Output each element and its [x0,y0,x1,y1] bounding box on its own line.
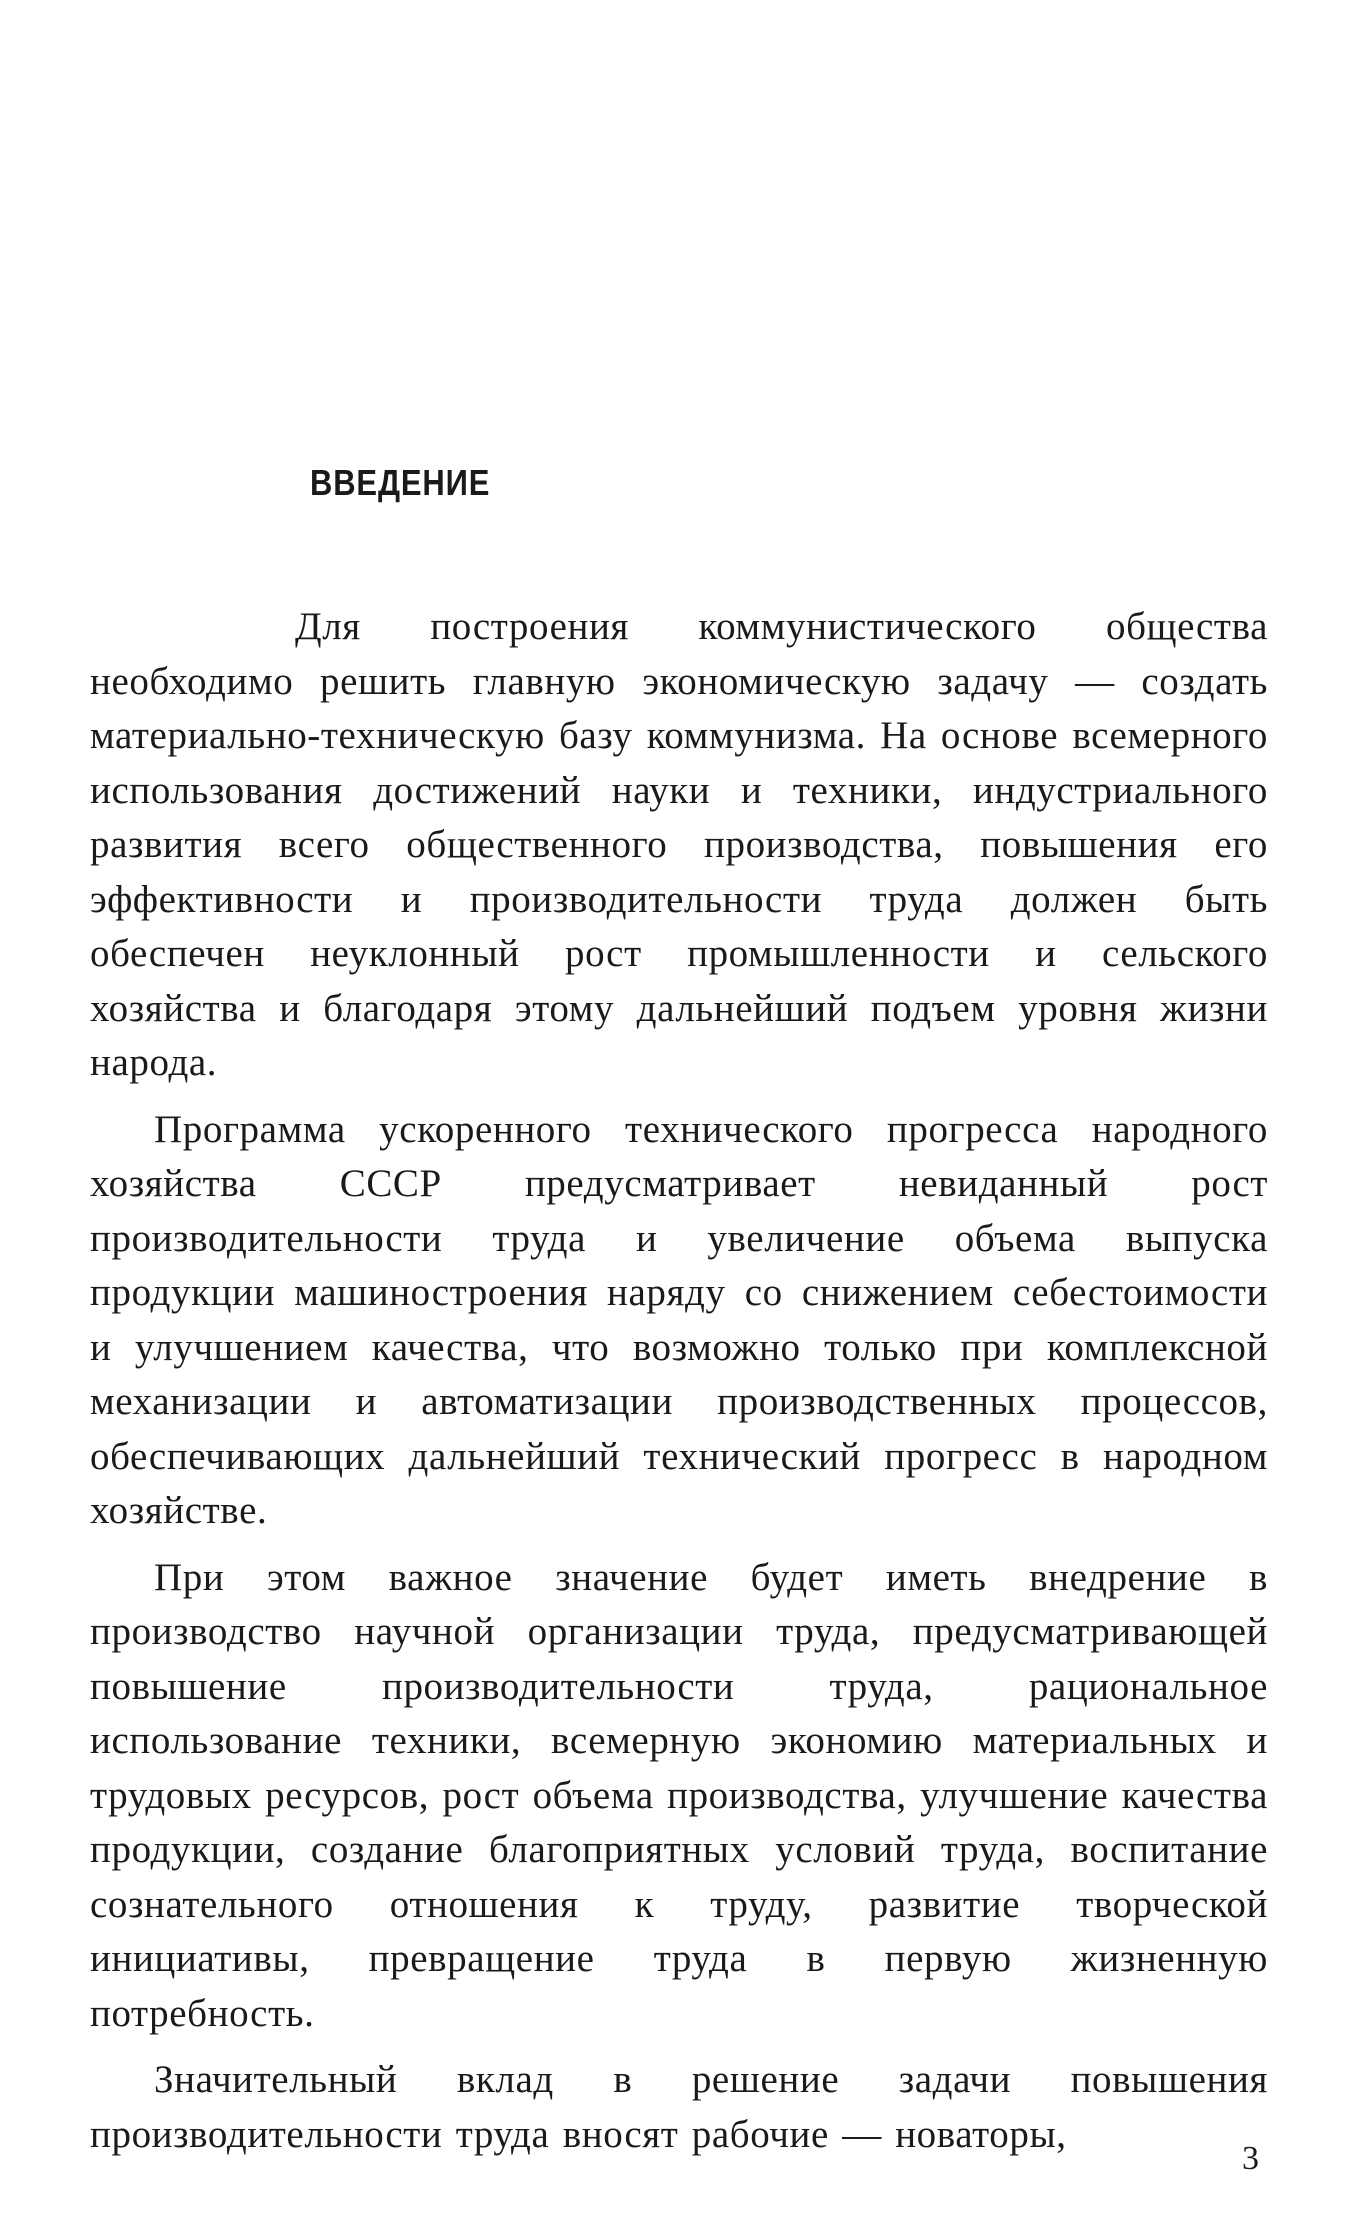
chapter-heading: ВВЕДЕНИЕ [310,462,491,503]
page-number: 3 [1242,2140,1259,2177]
paragraph: Значительный вклад в решение задачи повышения производительности труда вносят рабочие — новаторы, [90,2058,1268,2156]
paragraph: Программа ускоренного технического прогресса народного хозяйства СССР предусматривает невиданный рост производительности труда и увеличение объема выпуска продукции машиностроения наряду со снижением себестоимости и улучшением качества, что возможно только при комплексной механизации и автоматизации производственных процессов, обеспечивающих дальнейший технический прогресс в народном хозяйстве. [90,1107,1268,1532]
paragraph: Для построения коммунистического общества необходимо решить главную экономическую задачу — создать материально-техническую базу коммунизма. На основе всемерного использования достижений науки и техники, индустриального развития всего общественного производства, повышения его эффективности и производительности труда должен быть обеспечен неуклонный рост промышленности и сельского хозяйства и благодаря этому дальнейший подъем уровня жизни народа. [90,605,1268,1084]
paragraph: При этом важное значение будет иметь внедрение в производство научной организации труда, предусматривающей повышение производительности труда, рациональное использование техники, всемерную экономию материальных и трудовых ресурсов, рост объема производства, улучшение качества продукции, создание благоприятных условий труда, воспитание сознательного отношения к труду, развитие творческой инициативы, превращение труда в первую жизненную потребность. [90,1555,1268,2035]
body-text [90,600,1268,2174]
